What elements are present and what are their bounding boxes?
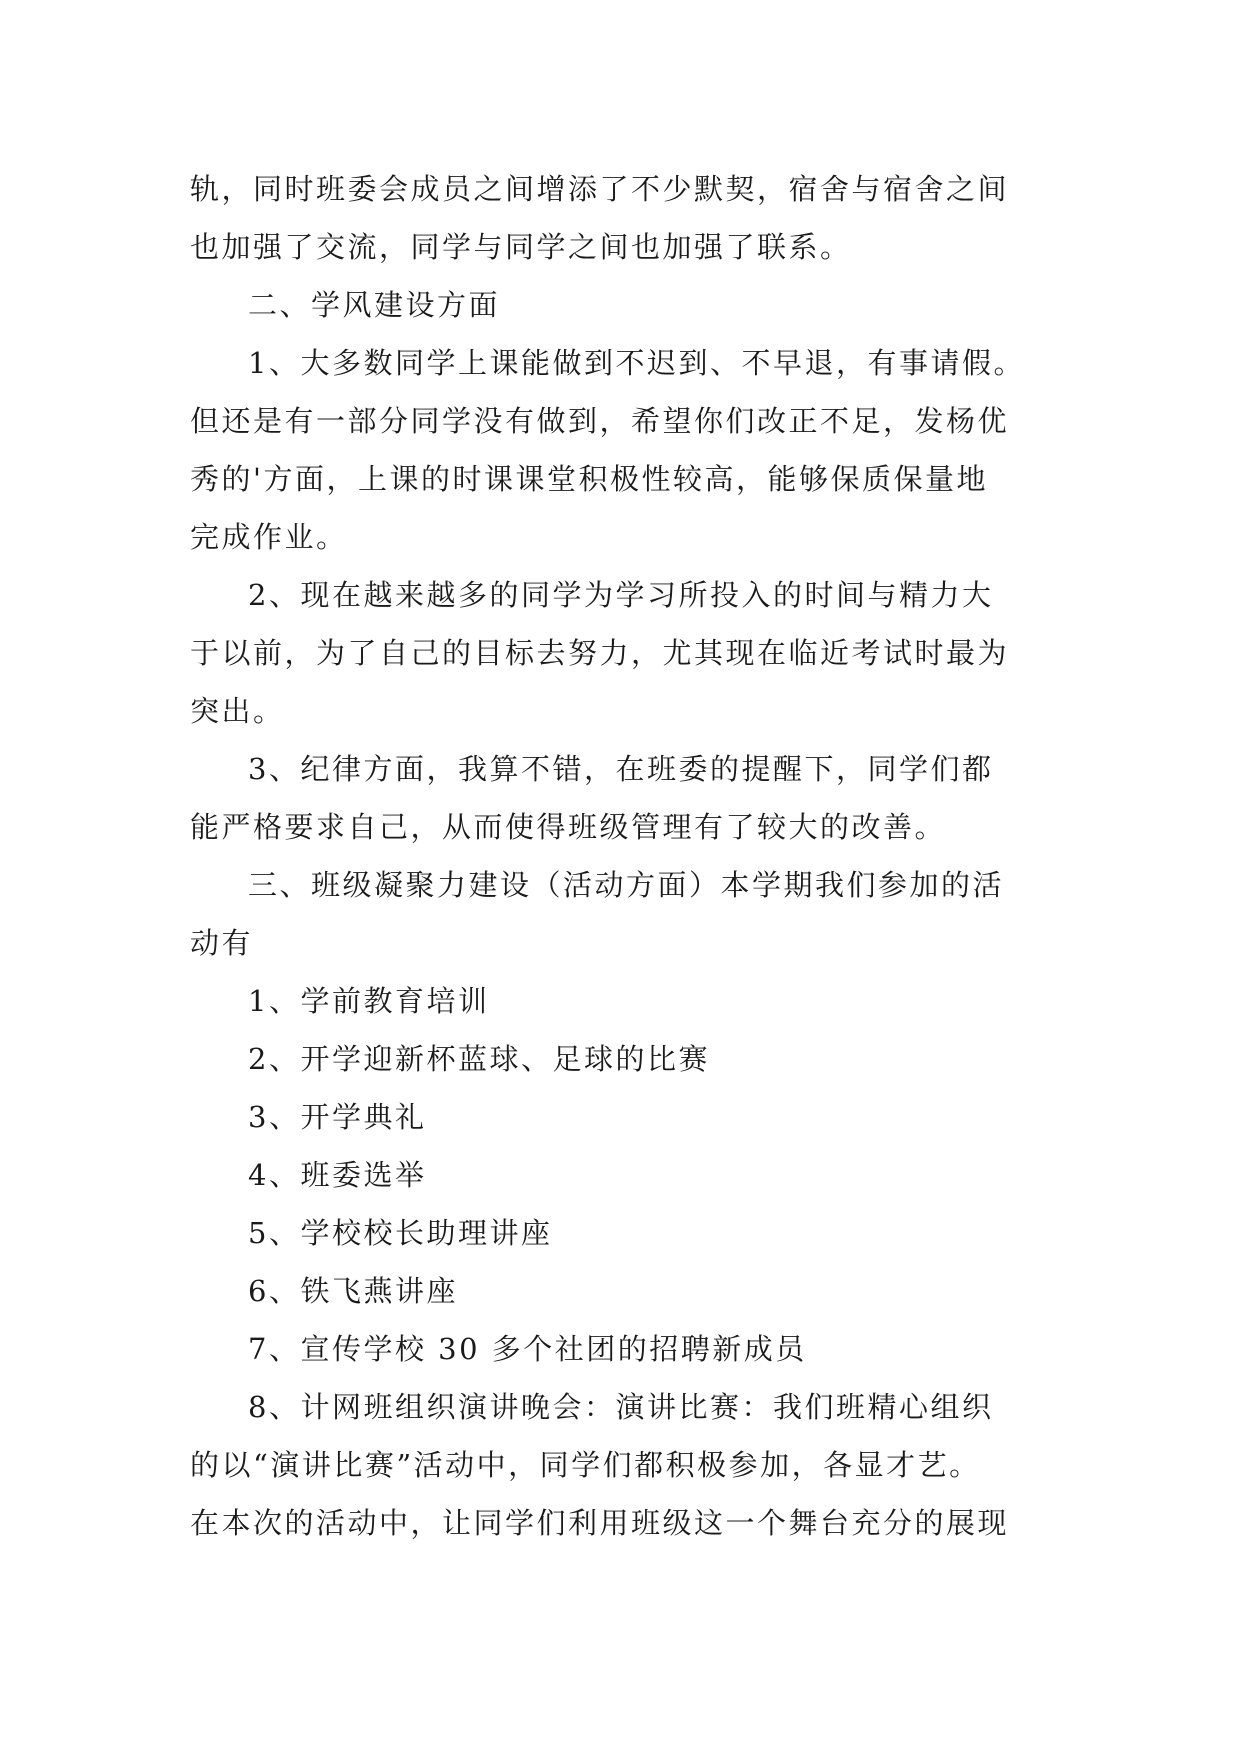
text-line: 2、现在越来越多的同学为学习所投入的时间与精力大 (248, 578, 994, 612)
text-line: 突出。 (190, 694, 285, 728)
text-line: 但还是有一部分同学没有做到，希望你们改正不足，发杨优 (190, 404, 1010, 438)
section-heading: 二、学风建设方面 (248, 288, 501, 322)
list-item: 6、铁飞燕讲座 (248, 1274, 458, 1308)
text-line: 3、纪律方面，我算不错，在班委的提醒下，同学们都 (248, 752, 994, 786)
list-item: 4、班委选举 (248, 1158, 427, 1192)
text-line: 也加强了交流，同学与同学之间也加强了联系。 (190, 230, 852, 264)
text-line: 能严格要求自己，从而使得班级管理有了较大的改善。 (190, 810, 947, 844)
text-line: 的以“演讲比赛”活动中，同学们都积极参加，各显才艺。 (190, 1448, 981, 1482)
list-item: 2、开学迎新杯蓝球、足球的比赛 (248, 1042, 710, 1076)
text-line: 秀的'方面，上课的时课课堂积极性较高，能够保质保量地 (190, 462, 988, 496)
list-item: 8、计网班组织演讲晚会：演讲比赛：我们班精心组织 (248, 1390, 994, 1424)
document-page (190, 160, 1060, 1552)
list-item: 7、宣传学校 30 多个社团的招聘新成员 (248, 1332, 807, 1366)
text-line: 1、大多数同学上课能做到不迟到、不早退，有事请假。 (248, 346, 1025, 380)
section-heading: 三、班级凝聚力建设（活动方面）本学期我们参加的活 (248, 868, 1005, 902)
text-line: 动有 (190, 926, 254, 960)
list-item: 1、学前教育培训 (248, 984, 490, 1018)
list-item: 5、学校校长助理讲座 (248, 1216, 553, 1250)
text-line: 完成作业。 (190, 520, 348, 554)
text-line: 轨，同时班委会成员之间增添了不少默契，宿舍与宿舍之间 (190, 172, 1010, 206)
text-line: 于以前，为了自己的目标去努力，尤其现在临近考试时最为 (190, 636, 1010, 670)
list-item: 3、开学典礼 (248, 1100, 427, 1134)
text-line: 在本次的活动中，让同学们利用班级这一个舞台充分的展现 (190, 1506, 1010, 1540)
